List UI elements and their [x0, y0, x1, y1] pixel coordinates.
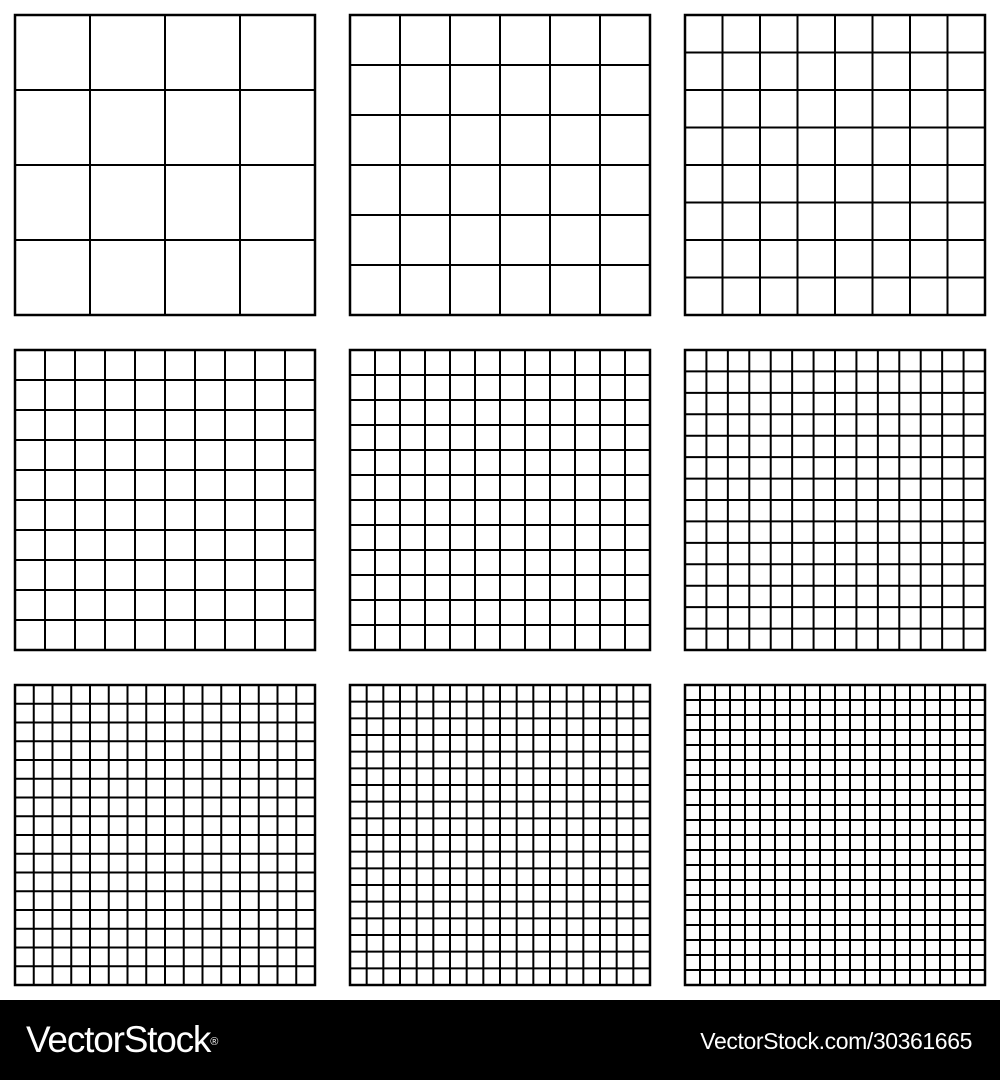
grid-panel-3 [685, 15, 985, 315]
grid-panel-5 [350, 350, 650, 650]
watermark-bar [0, 1000, 1000, 1080]
image-code: VectorStock.com/30361665 [700, 1028, 972, 1054]
grid-panel-8 [350, 685, 650, 985]
registered-mark: ® [210, 1036, 218, 1048]
grid-panel-6 [685, 350, 985, 650]
brand-logo [26, 1018, 217, 1062]
grid-panel-4 [15, 350, 315, 650]
grid-panel-1 [15, 15, 315, 315]
grid-panel-2 [350, 15, 650, 315]
brand-name: VectorStock [26, 1019, 211, 1060]
grid-panel-9 [685, 685, 985, 985]
grid-panel-7 [15, 685, 315, 985]
